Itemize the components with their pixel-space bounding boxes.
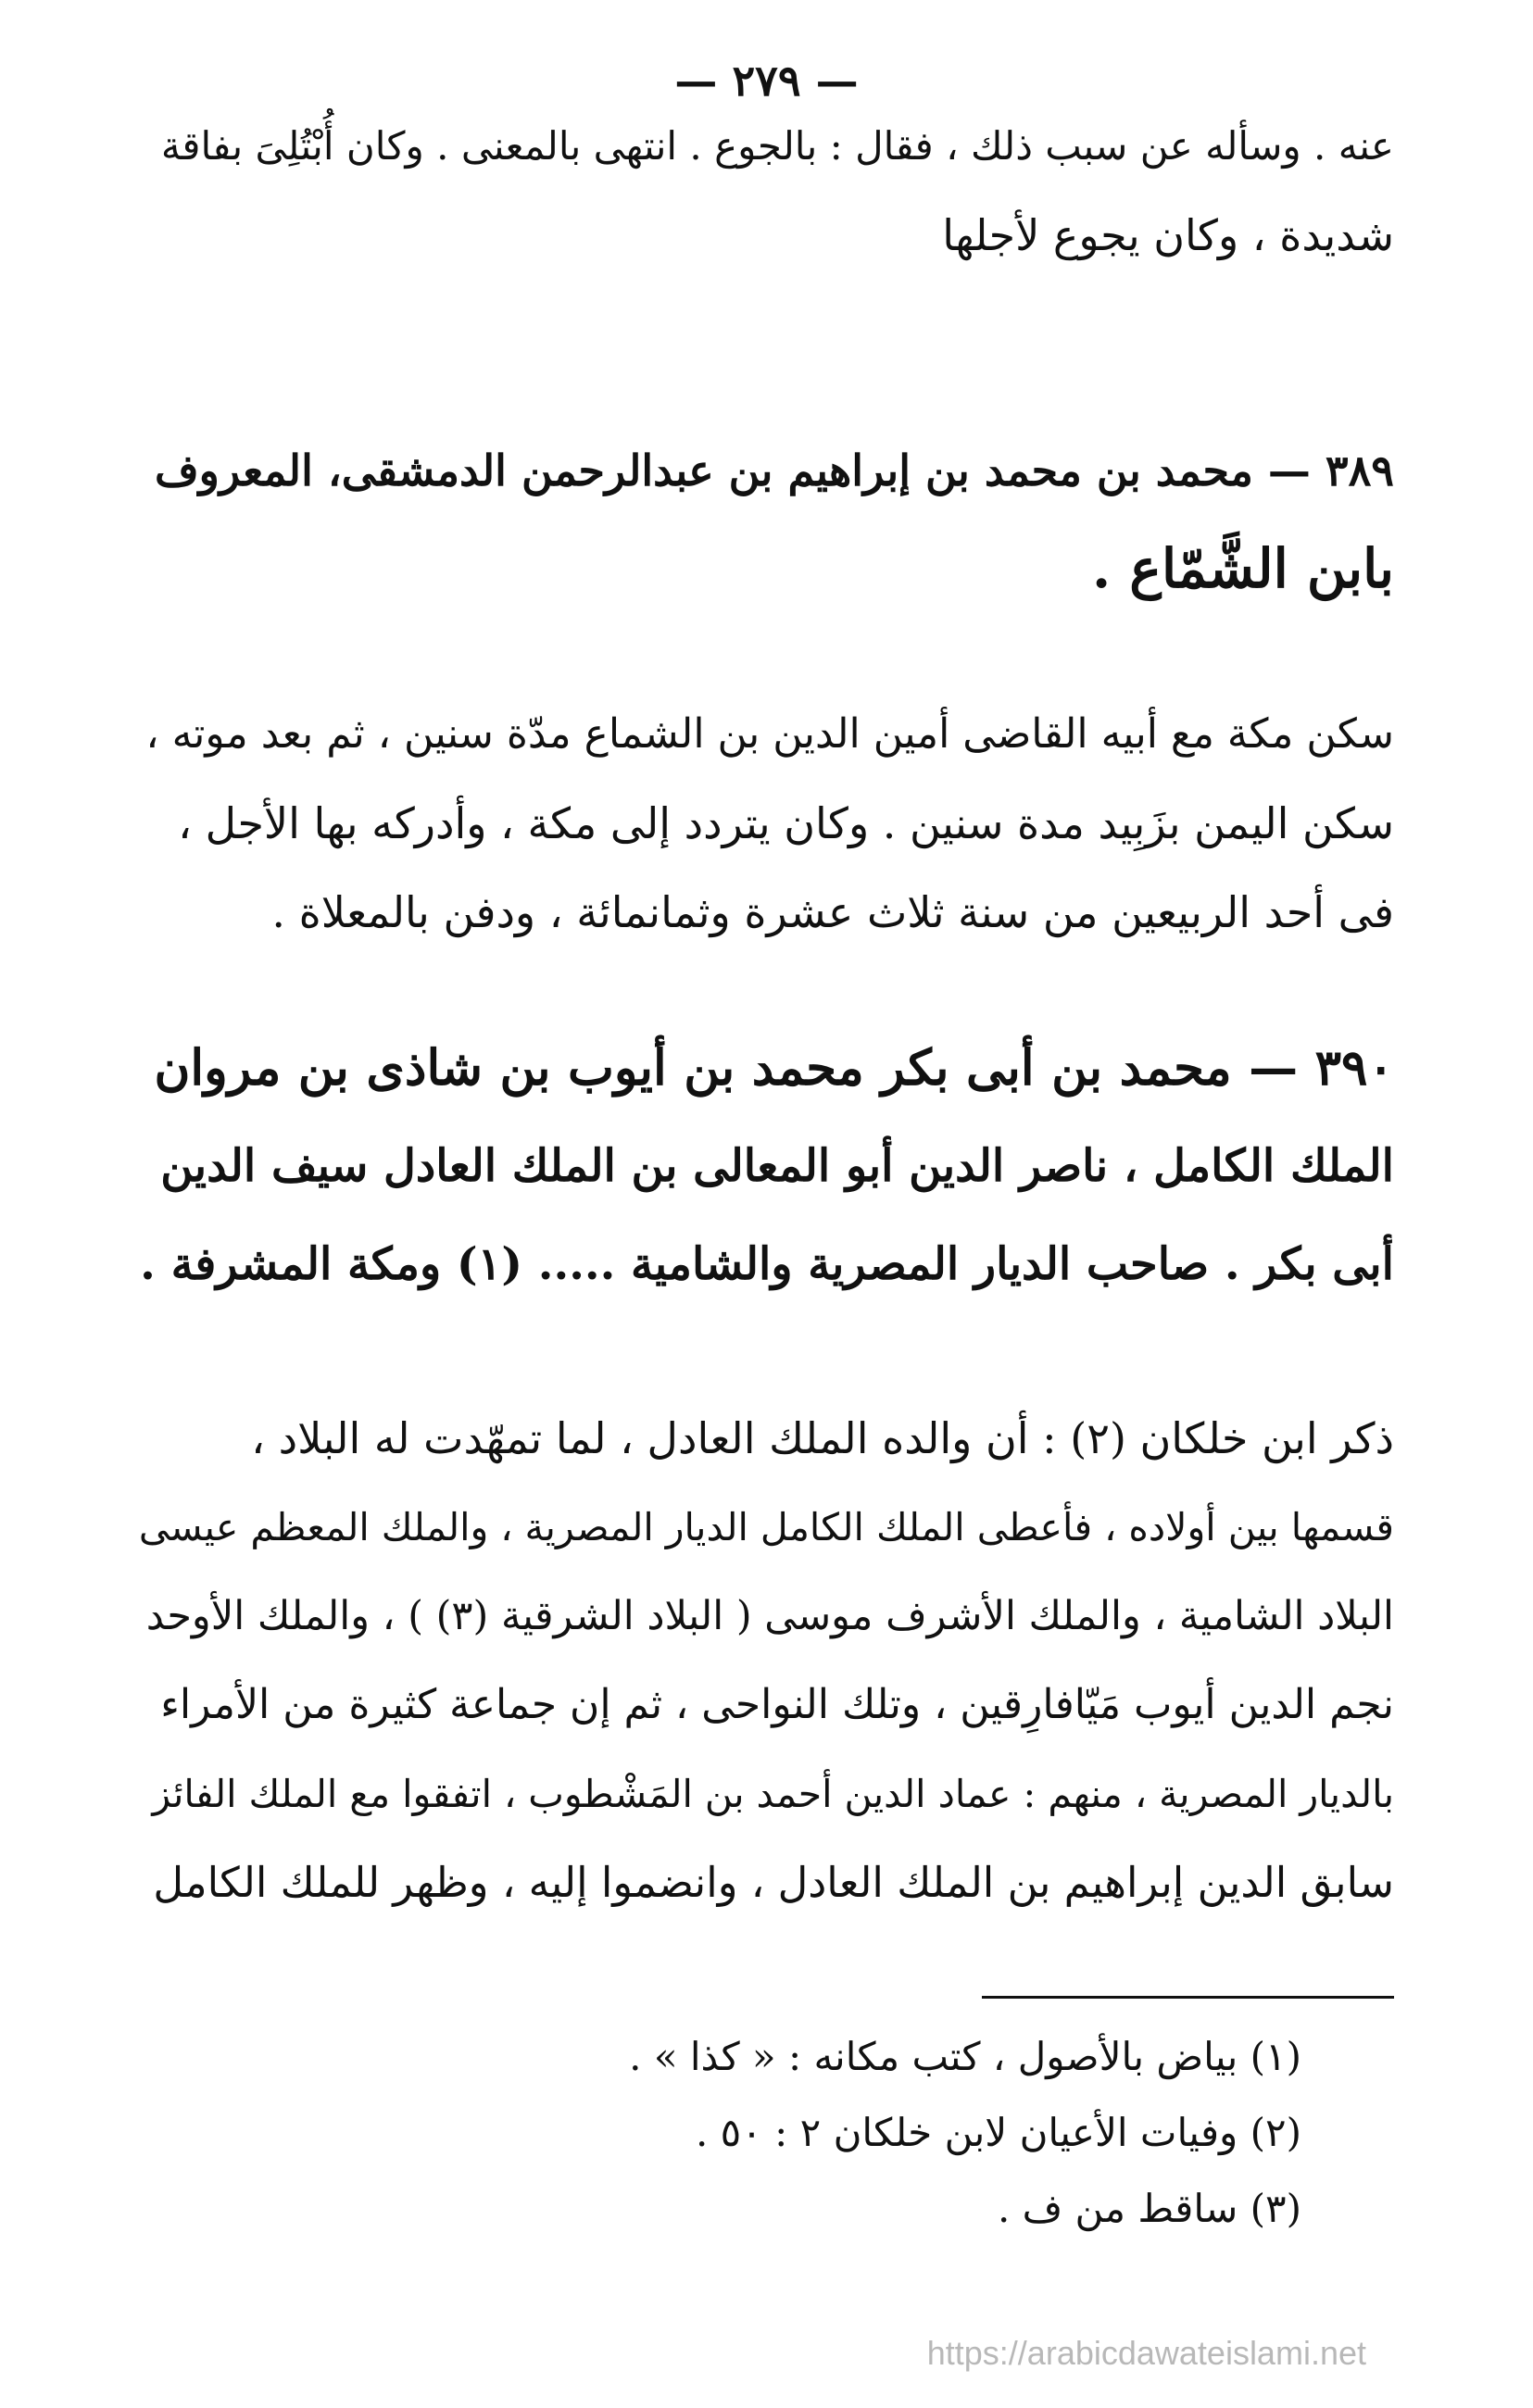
text-line: سكن اليمن بزَبِيد مدة سنين . وكان يتردد إلى مكة ، وأدركه بها الأجل ، — [178, 798, 1394, 848]
footnote-1: (١) بياض بالأصول ، كتب مكانه : « كذا » . — [629, 2034, 1301, 2079]
text-line: البلاد الشامية ، والملك الأشرف موسى ( البلاد الشرقية (٣) ) ، والملك الأوحد — [145, 1593, 1394, 1639]
footnotes — [468, 2019, 1301, 2247]
paragraph-entry-389 — [139, 690, 1394, 957]
text-line: نجم الدين أيوب مَيّافارِقين ، وتلك النواحى ، ثم إن جماعة كثيرة من الأمراء — [160, 1681, 1394, 1728]
text-line: ذكر ابن خلكان (٢) : أن والده الملك العادل ، لما تمهّدت له البلاد ، — [251, 1413, 1394, 1463]
text-line: بالديار المصرية ، منهم : عماد الدين أحمد بن المَشْطوب ، اتفقوا مع الملك الفائز — [152, 1772, 1394, 1816]
heading-line: بابن الشَّمّاع . — [1091, 537, 1394, 600]
footnote-divider — [982, 1996, 1394, 1999]
heading-line: ٣٩٠ — محمد بن أبى بكر محمد بن أيوب بن شاذى بن مروان — [154, 1039, 1394, 1097]
text-line: شديدة ، وكان يجوع لأجلها — [942, 210, 1394, 260]
page-number: — ٢٧٩ — — [674, 56, 859, 106]
paragraph-continuation — [139, 102, 1394, 280]
text-line: سابق الدين إبراهيم بن الملك العادل ، وانضموا إليه ، وظهر للملك الكامل — [153, 1858, 1394, 1907]
footnote-3: (٣) ساقط من ف . — [997, 2186, 1301, 2231]
heading-line: ٣٨٩ — محمد بن محمد بن إبراهيم بن عبدالرحمن الدمشقى، المعروف — [154, 445, 1394, 495]
text-line: عنه . وسأله عن سبب ذلك ، فقال : بالجوع . انتهى بالمعنى . وكان أُبْتُلِىَ بفاقة — [160, 123, 1394, 169]
entry-heading-389 — [139, 421, 1394, 618]
text-line: فى أحد الربيعين من سنة ثلاث عشرة وثمانمائة ، ودفن بالمعلاة . — [271, 887, 1394, 937]
text-line: قسمها بين أولاده ، فأعطى الملك الكامل الديار المصرية ، والملك المعظم عيسى — [139, 1505, 1394, 1549]
heading-line: الملك الكامل ، ناصر الدين أبو المعالى بن الملك العادل سيف الدين — [160, 1140, 1394, 1192]
entry-heading-390 — [139, 1019, 1394, 1313]
watermark-url: https://arabicdawateislami.net — [926, 2334, 1366, 2372]
heading-line: أبى بكر . صاحب الديار المصرية والشامية ..... (١) ومكة المشرفة . — [140, 1238, 1394, 1290]
text-line: سكن مكة مع أبيه القاضى أمين الدين بن الشماع مدّة سنين ، ثم بعد موته ، — [145, 710, 1394, 758]
footnote-2: (٢) وفيات الأعيان لابن خلكان ٢ : ٥٠ . — [695, 2110, 1301, 2155]
paragraph-entry-390 — [139, 1394, 1394, 1927]
